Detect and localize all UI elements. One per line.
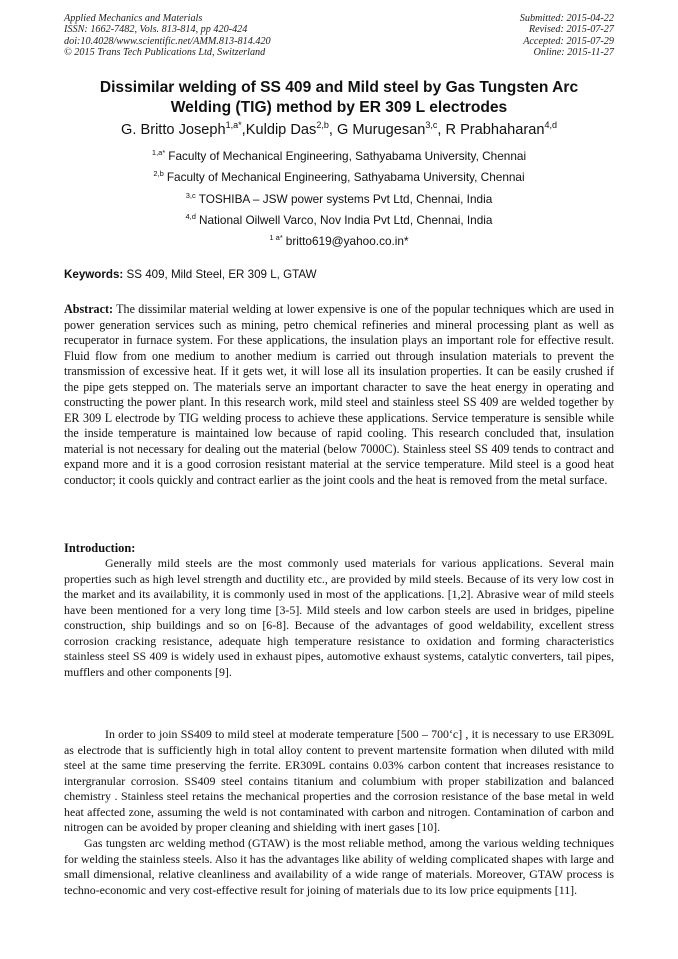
author-affiliation-mark: 1,a* xyxy=(225,120,242,130)
affiliation-text: TOSHIBA – JSW power systems Pvt Ltd, Chennai, India xyxy=(198,191,493,206)
introduction-paragraph: Generally mild steels are the most commonly used materials for various applications. Several main properties such as high level strength and ductility etc., are provided by mild steels. Because of its very low cost in the market and its availability, it is commonly used in most of the applications. [1,2]. Abrasive wear of mild steels have been mentioned for a very long time [3-5]. Mild steels and low carbon steels are used in bridges, pipeline construction, ship buildings and so on [6-8]. Because of the advantages of good weldability, excellent stress corrosion cracking resistance, adequate high temperature resistance to oxidation and forming characteristics stainless steel SS 409 is widely used in exhaust pipes, automotive exhaust systems, catalytic converters, tail pipes, mufflers and other components [9]. xyxy=(64,556,614,679)
online-date: Online: 2015-11-27 xyxy=(533,46,614,58)
author-separator: , xyxy=(328,122,337,138)
author-affiliation-mark: 2,b xyxy=(316,120,329,130)
title-line-2: Welding (TIG) method by ER 309 L electrodes xyxy=(170,98,508,116)
affiliation-item xyxy=(20,167,658,188)
affiliation-mark: 4,d xyxy=(185,211,196,221)
revised-date: Revised: 2015-07-27 xyxy=(528,24,614,36)
author-name: G Murugesan xyxy=(336,122,426,138)
issn-line: ISSN: 1662-7482, Vols. 813-814, pp 420-424 xyxy=(64,24,248,36)
affiliation-text: National Oilwell Varco, Nov India Pvt Ltd, Chennai, India xyxy=(198,212,493,227)
abstract xyxy=(64,302,614,489)
publication-dates xyxy=(520,13,614,58)
abstract-label: Abstract: xyxy=(64,302,114,316)
journal-info xyxy=(64,13,271,58)
affiliation-list xyxy=(20,146,658,252)
author-name: Kuldip Das xyxy=(245,122,317,138)
accepted-date: Accepted: 2015-07-29 xyxy=(523,35,614,47)
affiliation-mark: 3,c xyxy=(185,190,196,200)
email-text: britto619@yahoo.co.in* xyxy=(285,234,409,249)
author-list xyxy=(20,121,658,139)
affiliation-text: Faculty of Mechanical Engineering, Sathyabama University, Chennai xyxy=(166,170,525,185)
affiliation-item xyxy=(20,146,658,167)
affiliation-item xyxy=(20,210,658,231)
keywords xyxy=(64,267,614,282)
doi-line: doi:10.4028/www.scientific.net/AMM.813-814.420 xyxy=(64,35,271,47)
introduction-paragraph: In order to join SS409 to mild steel at moderate temperature [500 – 700‘c] , it is necessary to use ER309L as electrode that is sufficiently high in total alloy content to prevent martensite formation when diluted with mild steel at the same time preserving the ferrite. ER309L contains 0.03% carbon content that increases resistance to intergranular corrosion. SS409 steel contains titanium and columbium with proper stabilization and balanced chemistry . Stainless steel retains the mechanical properties and the corrosion resistance of the base metal in weld heat affected zone, assuming the weld is not contaminated with carbon and nitrogen. Contamination of carbon and nitrogen can be avoided by proper cleaning and shielding with inert gases [10]. xyxy=(64,727,614,834)
introduction-heading: Introduction: xyxy=(64,541,136,555)
submitted-date: Submitted: 2015-04-22 xyxy=(519,13,614,24)
journal-name: Applied Mechanics and Materials xyxy=(64,13,203,24)
affiliation-mark: 1,a* xyxy=(151,148,166,157)
affiliation-mark: 2,b xyxy=(153,169,164,179)
contact-email xyxy=(20,231,658,252)
keywords-label: Keywords: xyxy=(64,268,124,281)
author-name: R Prabhaharan xyxy=(445,122,545,138)
affiliation-item xyxy=(20,189,658,210)
title-line-1: Dissimilar welding of SS 409 and Mild steel by Gas Tungsten Arc xyxy=(99,79,579,96)
paper-title xyxy=(40,78,638,117)
author-affiliation-mark: 4,d xyxy=(544,120,557,130)
affiliation-mark: 1 a* xyxy=(269,233,283,243)
author-separator: , xyxy=(437,122,446,138)
introduction-paragraph: Gas tungsten arc welding method (GTAW) is the most reliable method, among the various welding techniques for welding the stainless steels. Also it has the advantages like ability of welding complicated shapes with large and small dimensional, relative cleanliness and availability of a wide range of materials. Moreover, GTAW process is techno-economic and very cost-effective result for joining of materials due to its low price equipments [11]. xyxy=(64,836,614,897)
author-separator: , xyxy=(241,122,246,138)
copyright-line: © 2015 Trans Tech Publications Ltd, Switzerland xyxy=(64,46,266,58)
abstract-text: The dissimilar material welding at lower expensive is one of the popular techniques which are used in power generation services such as mining, petro chemical refineries and mineral processing plant as well as recuperator in furnace system. For these applications, the insulation plays an important role for effective result. Fluid flow from one medium to another medium is carried out through insulation materials to prevent the transmission of excessive heat. If it gets wet, it will lose all its insulation properties. It can be easily crushed if the pipe gets stepped on. The materials serve an important character to save the heat energy in operating and constructing the power plant. In this research work, mild steel and stainless steel SS 409 are welded together by ER 309 L electrode by TIG welding process to achieve these applications. Service temperature is sensible while the inside temperature is maintained low because of rapid cooling. This research concluded that, insulation material is not necessary for dealing out the material (below 7000C). Stainless steel SS 409 tends to contract and expand more and it is a good corrosion resistant material at the service temperature. Mild steel is a good heat conductor; it cools quickly and contract earlier as the joint cools and the heat is removed from the metal surface. xyxy=(64,302,614,488)
affiliation-text: Faculty of Mechanical Engineering, Sathyabama University, Chennai xyxy=(168,149,527,163)
author-name: G. Britto Joseph xyxy=(121,122,226,138)
keywords-text: SS 409, Mild Steel, ER 309 L, GTAW xyxy=(123,268,317,281)
author-affiliation-mark: 3,c xyxy=(425,120,438,130)
